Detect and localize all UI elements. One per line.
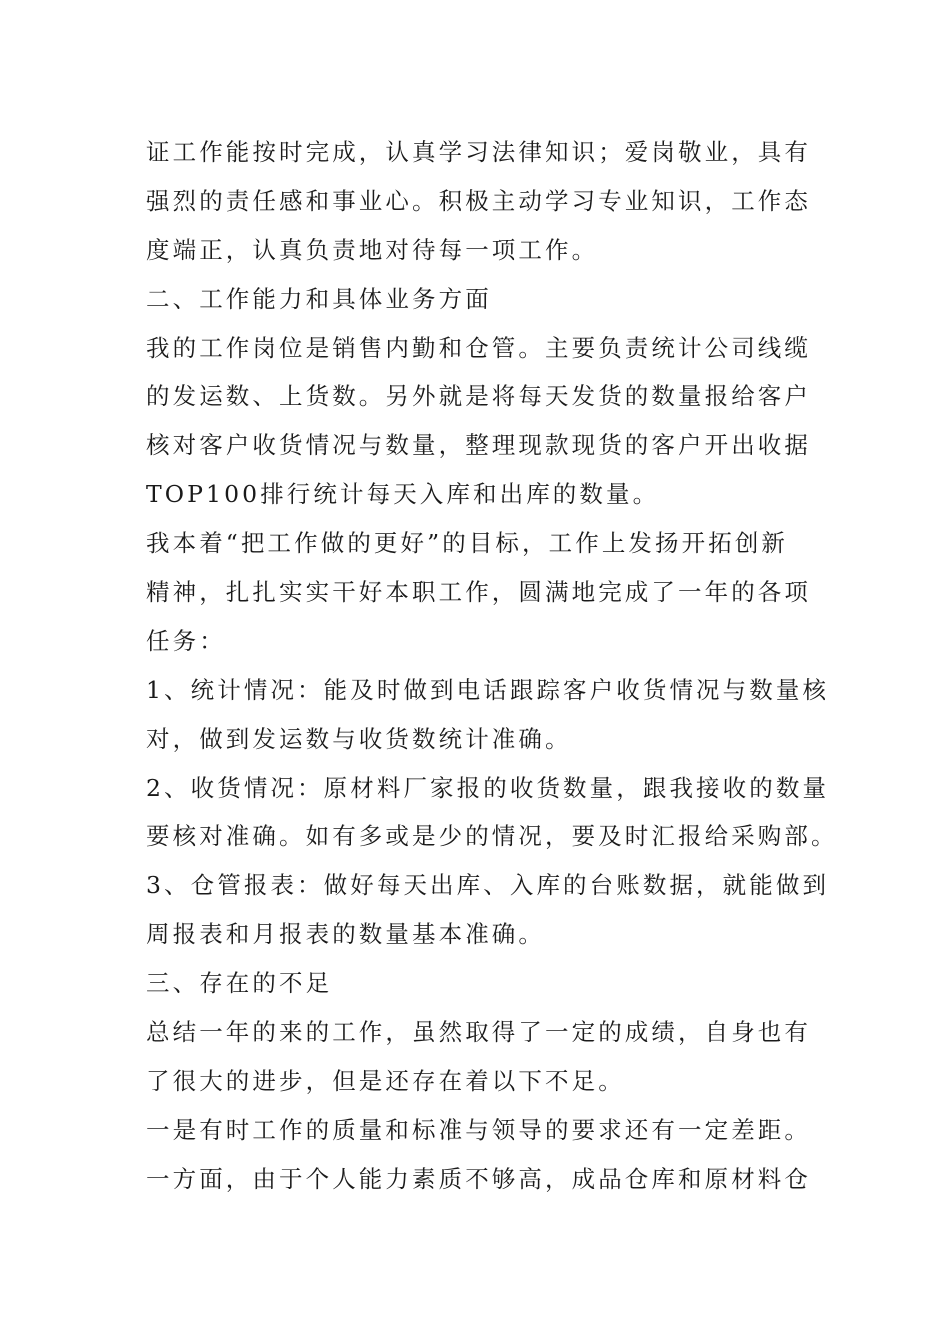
text-line: 的发运数、上货数。另外就是将每天发货的数量报给客户 — [146, 382, 811, 411]
text-line: 总结一年的来的工作，虽然取得了一定的成绩，自身也有 — [146, 1018, 811, 1047]
text-line: 了很大的进步，但是还存在着以下不足。 — [146, 1066, 625, 1095]
text-line: 度端正，认真负责地对待每一项工作。 — [146, 235, 599, 264]
text-line: 周报表和月报表的数量基本准确。 — [146, 920, 545, 949]
text-line: 强烈的责任感和事业心。积极主动学习专业知识，工作态 — [146, 186, 811, 215]
text-line: 核对客户收货情况与数量，整理现款现货的客户开出收据 — [146, 431, 811, 460]
text-line: 证工作能按时完成，认真学习法律知识；爱岗敬业，具有 — [146, 138, 811, 166]
text-line: 我本着“把工作做的更好”的目标，工作上发扬开拓创新 — [146, 529, 789, 558]
text-line: TOP100排行统计每天入库和出库的数量。 — [146, 480, 660, 509]
text-line: 任务： — [146, 626, 226, 655]
text-line: 我的工作岗位是销售内勤和仓管。主要负责统计公司线缆 — [146, 333, 811, 362]
text-line: 对，做到发运数与收货数统计准确。 — [146, 724, 572, 753]
text-line: 精神，扎扎实实干好本职工作，圆满地完成了一年的各项 — [146, 578, 811, 607]
text-line: 一方面，由于个人能力素质不够高，成品仓库和原材料仓 — [146, 1164, 811, 1193]
text-line: 一是有时工作的质量和标准与领导的要求还有一定差距。 — [146, 1115, 811, 1144]
section-heading: 三、存在的不足 — [146, 969, 333, 998]
section-heading: 二、工作能力和具体业务方面 — [146, 284, 492, 313]
list-item: 1、统计情况：能及时做到电话跟踪客户收货情况与数量核 — [146, 675, 830, 704]
list-item: 3、仓管报表：做好每天出库、入库的台账数据，就能做到 — [146, 871, 830, 900]
list-item: 2、收货情况：原材料厂家报的收货数量，跟我接收的数量 — [146, 773, 830, 802]
body-text — [146, 128, 838, 1204]
text-line: 要核对准确。如有多或是少的情况，要及时汇报给采购部。 — [146, 822, 838, 851]
